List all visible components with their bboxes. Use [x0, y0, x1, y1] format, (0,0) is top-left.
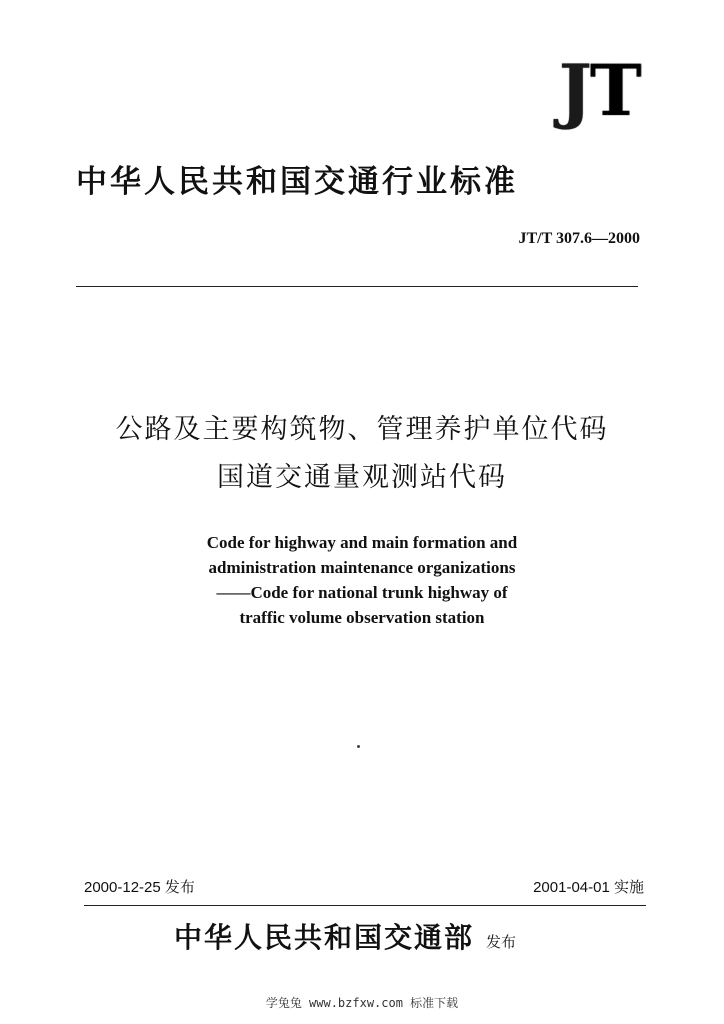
issuing-authority: 中华人民共和国交通部 — [174, 921, 475, 954]
chinese-title-line-1: 公路及主要构筑物、管理养护单位代码 — [115, 414, 609, 445]
issue-label: 发布 — [486, 933, 517, 951]
english-title-line: Code for highway and main formation and — [206, 533, 518, 552]
logo-letter-j: J — [558, 49, 590, 132]
issuer-row — [174, 916, 516, 956]
standard-type-title: 中华人民共和国交通行业标准 — [76, 164, 518, 200]
logo-letter-t: T — [589, 49, 640, 132]
release-date: 2000-12-25 发布 — [84, 879, 195, 896]
effective-date: 2001-04-01 实施 — [533, 879, 644, 896]
english-title — [0, 530, 724, 630]
english-title-line: administration maintenance organizations — [208, 558, 516, 577]
chinese-title-line-2: 国道交通量观测站代码 — [217, 462, 507, 493]
english-title-line: ——Code for national trunk highway of — [216, 583, 508, 602]
top-divider — [76, 286, 638, 287]
english-title-line: traffic volume observation station — [239, 608, 485, 627]
bottom-divider — [84, 905, 646, 906]
standard-number: JT/T 307.6—2000 — [518, 230, 640, 247]
scan-speck — [357, 745, 360, 748]
jt-logo — [558, 49, 640, 132]
watermark-text: 学兔兔 www.bzfxw.com 标准下载 — [265, 996, 459, 1010]
